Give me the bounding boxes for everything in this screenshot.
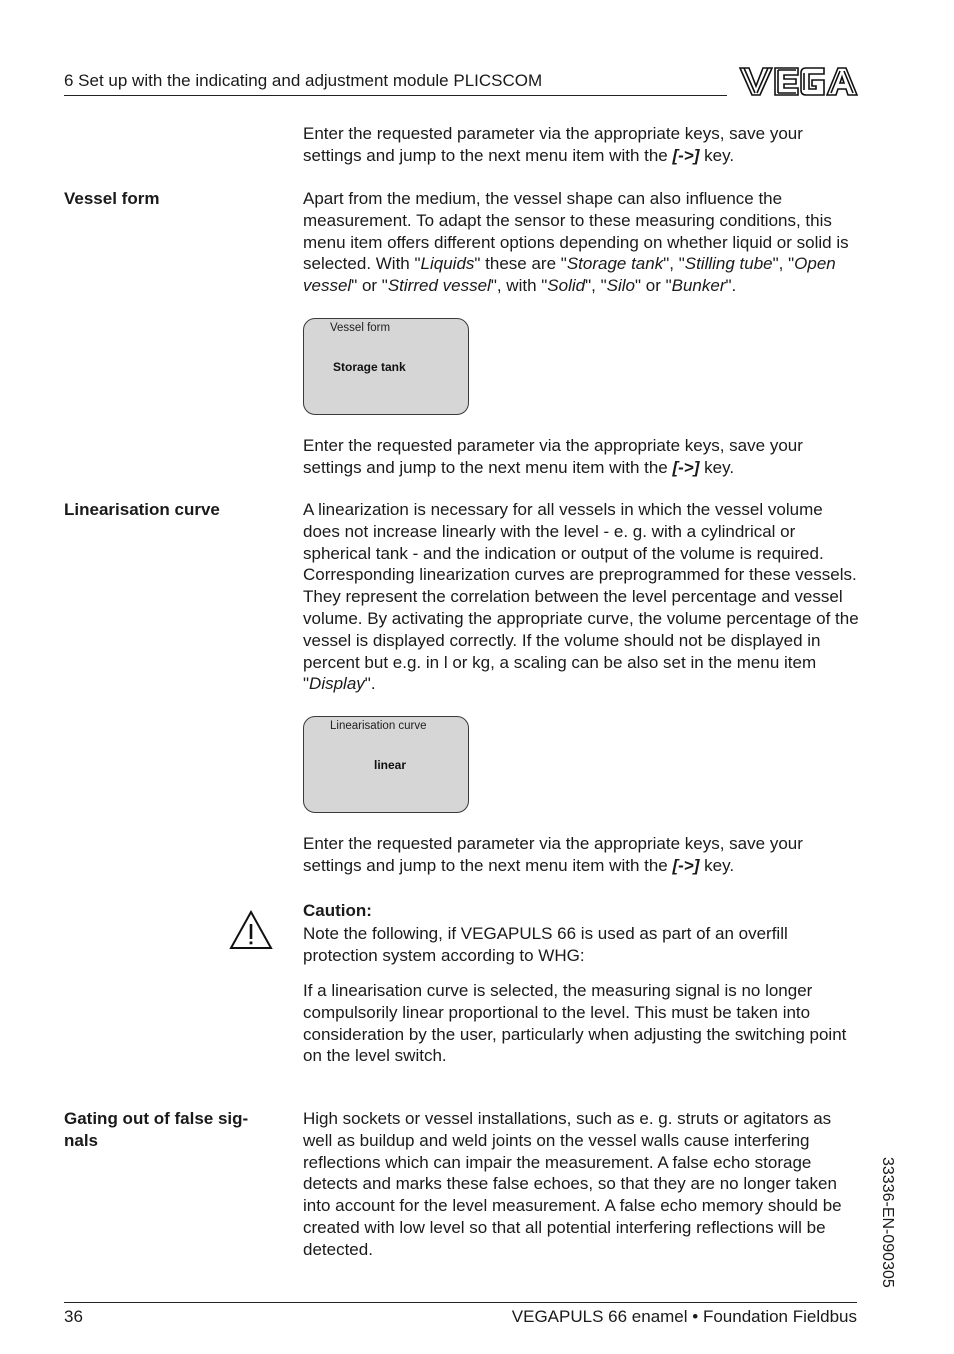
enter-parameter-text-1: Enter the requested parameter via the appropriate keys, save your settings and jump to the next menu item with the [->] key. bbox=[303, 124, 803, 165]
enter-parameter-text-2: Enter the requested parameter via the appropriate keys, save your settings and jump to the next menu item with the [->] key. bbox=[303, 436, 803, 477]
vega-logo bbox=[738, 64, 858, 98]
section-heading-gating-false-signals: Gating out of false sig-nals bbox=[64, 1109, 249, 1150]
page-header-title: 6 Set up with the indicating and adjustment module PLICSCOM bbox=[64, 71, 543, 90]
section-heading-vessel-form: Vessel form bbox=[64, 189, 160, 208]
warning-triangle-icon bbox=[229, 910, 273, 950]
display-vessel-form bbox=[303, 318, 469, 415]
document-id: 33336-EN-090305 bbox=[879, 1157, 896, 1288]
display-linearisation-curve bbox=[303, 716, 469, 813]
caution-text-1: Note the following, if VEGAPULS 66 is used as part of an overfill protection system according to WHG: bbox=[303, 924, 788, 965]
gating-text: High sockets or vessel installations, such as e. g. struts or agitators as well as buildup and weld joints on the vessel walls cause interfering reflections which can impair the measurement. A false echo storage detects and marks these false echoes, so that they are no longer taken into account for the level measurement. A false echo memory should be created with low level so that all potential interfering reflections will be detected. bbox=[303, 1109, 842, 1259]
footer-divider bbox=[64, 1302, 857, 1303]
display-value: Storage tank bbox=[333, 360, 406, 374]
vessel-form-text: Apart from the medium, the vessel shape can also influence the measurement. To adapt the sensor to these measuring conditions, this menu item offers different options depending on whether liquid or solid is selected. With "Liquids" these are "Storage tank", "Stilling tube", "Open vessel" or "Stirred vessel", with "Solid", "Silo" or "Bunker". bbox=[303, 189, 849, 296]
display-value: linear bbox=[374, 758, 407, 772]
linearisation-text: A linearization is necessary for all vessels in which the vessel volume does not increase linearly with the level - e. g. with a cylindrical or spherical tank - and the indication or output of the volume is required. Corresponding linearization curves are preprogrammed for these vessels. They represent the correlation between the level percentage and vessel volume. By activating the appropriate curve, the volume percentage of the vessel is displayed correctly. If the volume should not be displayed in percent but e.g. in l or kg, a scaling can be also set in the menu item "Display". bbox=[303, 500, 859, 694]
header-divider bbox=[64, 95, 727, 96]
display-title: Linearisation curve bbox=[330, 720, 427, 732]
caution-heading: Caution: bbox=[303, 901, 372, 920]
enter-parameter-text-3: Enter the requested parameter via the appropriate keys, save your settings and jump to the next menu item with the [->] key. bbox=[303, 834, 803, 875]
section-heading-linearisation-curve: Linearisation curve bbox=[64, 500, 220, 519]
footer-title: VEGAPULS 66 enamel • Foundation Fieldbus bbox=[511, 1307, 857, 1326]
caution-text-2: If a linearisation curve is selected, the measuring signal is no longer compulsorily linear proportional to the level. This must be taken into consideration by the user, particularly when adjusting the switching point on the level switch. bbox=[303, 981, 847, 1066]
display-title: Vessel form bbox=[330, 322, 391, 334]
page-number: 36 bbox=[64, 1307, 83, 1326]
